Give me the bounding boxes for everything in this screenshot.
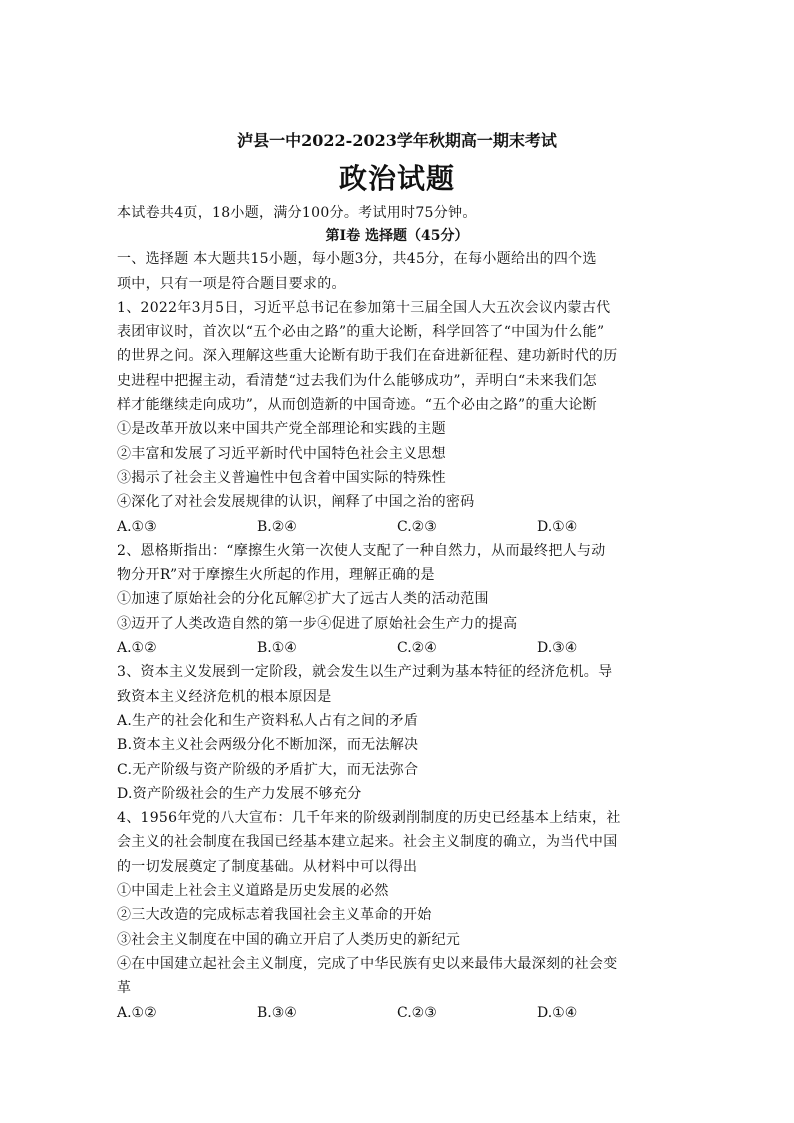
answer-options (117, 636, 677, 660)
section-title: 第Ⅰ卷 选择题（45分） (325, 228, 469, 245)
statement-item: ②三大改造的完成标志着我国社会主义革命的开始 (117, 907, 432, 924)
option-a: A.①② (117, 1004, 157, 1021)
statement-item: ②丰富和发展了习近平新时代中国特色社会主义思想 (117, 445, 446, 462)
question-stem-line: 表团审议时，首次以“五个必由之路”的重大论断，科学回答了“中国为什么能” (117, 324, 605, 341)
subject-title: 政治试题 (338, 162, 455, 195)
question-stem-line: 1、2022年3月5日，习近平总书记在参加第十三届全国人大五次会议内蒙古代 (117, 299, 611, 316)
instruction-line: 项中，只有一项是符合题目要求的。 (117, 275, 346, 292)
question-stem-line: 的世界之问。深入理解这些重大论断有助于我们在奋进新征程、建功新时代的历 (117, 348, 618, 365)
answer-options (117, 1001, 677, 1025)
option-d: D.③④ (537, 640, 578, 657)
option-d: D.资产阶级社会的生产力发展不够充分 (117, 785, 362, 802)
option-b: B.资本主义社会两级分化不断加深，而无法解决 (117, 737, 419, 754)
question-2 (117, 539, 677, 660)
question-stem-line: 致资本主义经济危机的根本原因是 (117, 688, 332, 705)
option-d: D.①④ (537, 518, 578, 535)
exam-title: 泸县一中2022-2023学年秋期高一期末考试 (237, 131, 557, 150)
exam-info: 本试卷共4页，18小题，满分100分。考试用时75分钟。 (117, 205, 477, 221)
question-4 (117, 806, 677, 1025)
option-a: A.①③ (117, 518, 157, 535)
option-b: B.②④ (257, 518, 297, 535)
answer-options (117, 515, 677, 539)
statement-item: ①中国走上社会主义道路是历史发展的必然 (117, 883, 389, 900)
statement-item: ①是改革开放以来中国共产党全部理论和实践的主题 (117, 421, 446, 438)
option-c: C.②③ (397, 1004, 437, 1021)
option-c: C.②③ (397, 518, 437, 535)
option-c: C.②④ (397, 640, 437, 657)
question-stem-line: 史进程中把握主动，看清楚“过去我们为什么能够成功”，弄明白“未来我们怎 (117, 372, 597, 389)
question-3 (117, 660, 677, 806)
question-stem-line: 物分开R”对于摩擦生火所起的作用，理解正确的是 (117, 567, 435, 584)
statement-item: ④在中国建立起社会主义制度，完成了中华民族有史以来最伟大最深刻的社会变 (117, 955, 618, 972)
option-a: A.①② (117, 640, 157, 657)
statement-item: ③社会主义制度在中国的确立开启了人类历史的新纪元 (117, 931, 461, 948)
option-b: B.③④ (257, 1004, 297, 1021)
statement-item: ④深化了对社会发展规律的认识，阐释了中国之治的密码 (117, 494, 475, 511)
question-stem-line: 4、1956年党的八大宣布：几千年来的阶级剥削制度的历史已经基本上结束，社 (117, 810, 621, 827)
option-c: C.无产阶级与资产阶级的矛盾扩大，而无法弥合 (117, 761, 419, 778)
question-stem-line: 的一切发展奠定了制度基础。从材料中可以得出 (117, 858, 418, 875)
option-a: A.生产的社会化和生产资料私人占有之间的矛盾 (117, 712, 419, 729)
statement-item: ③揭示了社会主义普遍性中包含着中国实际的特殊性 (117, 469, 446, 486)
question-1 (117, 296, 677, 539)
statement-item: ①加速了原始社会的分化瓦解②扩大了远古人类的活动范围 (117, 591, 489, 608)
option-b: B.①④ (257, 640, 297, 657)
statement-item: 革 (117, 980, 132, 997)
question-stem-line: 样才能继续走向成功”，从而创造新的中国奇迹。“五个必由之路”的重大论断 (117, 397, 597, 414)
question-stem-line: 会主义的社会制度在我国已经基本建立起来。社会主义制度的确立，为当代中国 (117, 834, 618, 851)
exam-content (117, 120, 677, 1025)
option-d: D.①④ (537, 1004, 578, 1021)
instruction-line: 一、选择题 本大题共15小题，每小题3分，共45分，在每小题给出的四个选 (117, 251, 597, 268)
statement-item: ③迈开了人类改造自然的第一步④促进了原始社会生产力的提高 (117, 615, 518, 632)
question-stem-line: 3、资本主义发展到一定阶段，就会发生以生产过剩为基本特征的经济危机。导 (117, 664, 613, 681)
question-stem-line: 2、恩格斯指出：“摩擦生火第一次使人支配了一种自然力，从而最终把人与动 (117, 542, 606, 559)
